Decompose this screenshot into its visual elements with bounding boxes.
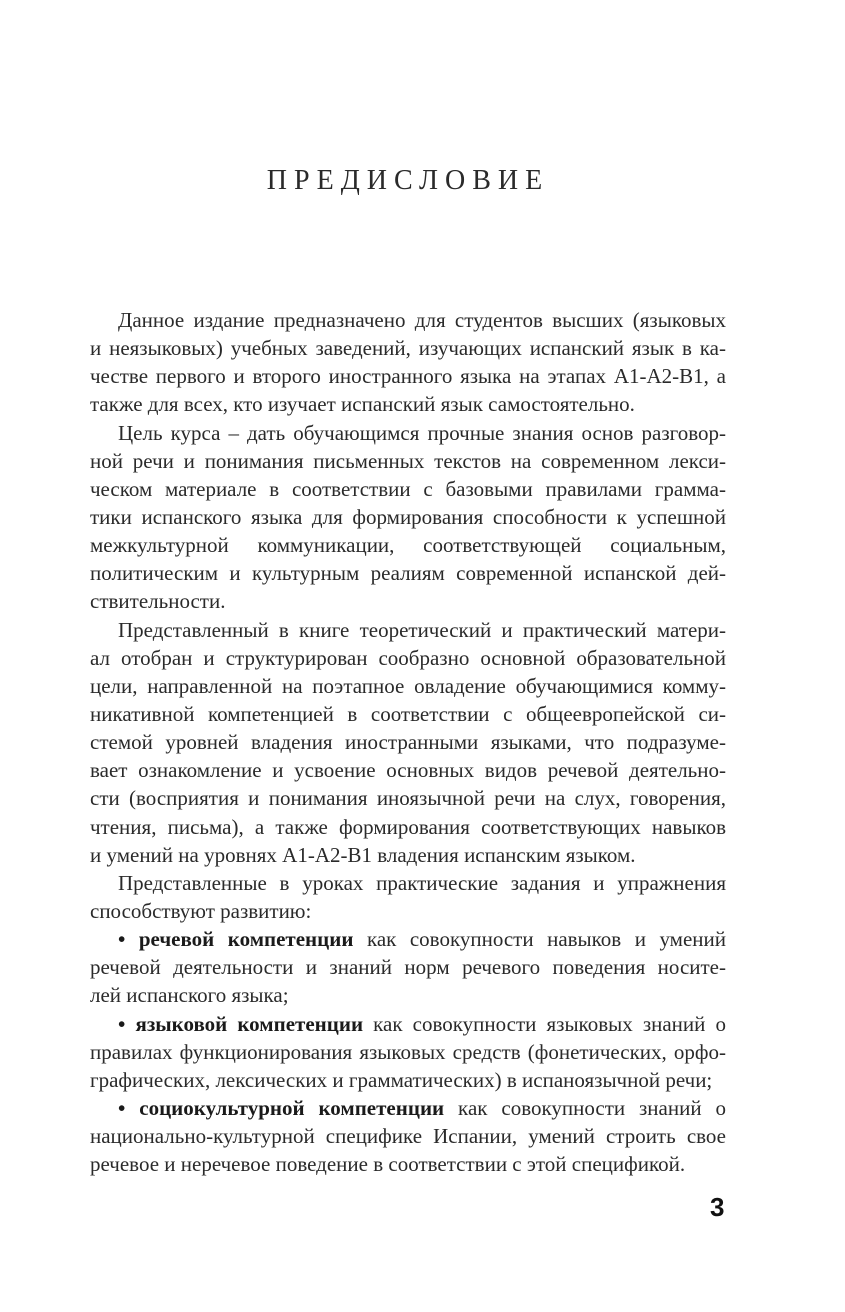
text-line: лей испанского языка;: [90, 983, 289, 1008]
bullet-paragraph: [90, 925, 726, 1009]
text-line: способствуют развитию:: [90, 898, 312, 923]
text-line: Представленные в уроках практические задания и упражнения: [118, 870, 726, 895]
bold-term: социокультурной компетенции: [139, 1095, 445, 1120]
page-number: 3: [710, 1192, 725, 1222]
text-line: политическим и культурным реалиям современной испанской дей-: [90, 561, 726, 586]
text-line: • речевой компетенции как совокупности навыков и умений: [118, 927, 726, 952]
paragraph: [90, 306, 726, 419]
bullet-paragraph: [90, 1010, 726, 1094]
text-line: чтения, письма), а также формирования соответствующих навыков: [90, 814, 726, 839]
paragraph: [90, 616, 726, 869]
text-line: также для всех, кто изучает испанский язык самостоятельно.: [90, 392, 635, 417]
page-title: ПРЕДИСЛОВИЕ: [266, 164, 550, 196]
text-line: вает ознакомление и усвоение основных видов речевой деятельно-: [90, 758, 726, 783]
bullet-paragraph: [90, 1094, 726, 1178]
bold-term: языковой компетенции: [135, 1011, 364, 1036]
bullet-icon: •: [118, 1011, 136, 1036]
text-line: ческом материале в соответствии с базовыми правилами грамма-: [90, 476, 726, 501]
bullet-icon: •: [118, 1095, 140, 1120]
text-line: ал отобран и структурирован сообразно основной образовательной: [90, 645, 726, 670]
text-line: межкультурной коммуникации, соответствующей социальным,: [90, 533, 726, 558]
text-line: графических, лексических и грамматических) в испаноязычной речи;: [90, 1067, 713, 1092]
text-line: тики испанского языка для формирования способности к успешной: [90, 504, 726, 529]
paragraph: [90, 419, 726, 616]
text-line: Цель курса – дать обучающимся прочные знания основ разговор-: [118, 420, 726, 445]
text-line: никативной компетенцией в соответствии с общеевропейской си-: [90, 701, 726, 726]
text-line: и неязыковых) учебных заведений, изучающих испанский язык в ка-: [90, 336, 726, 361]
text-line: • языковой компетенции как совокупности языковых знаний о: [118, 1011, 726, 1036]
text-line: сти (восприятия и понимания иноязычной речи на слух, говорения,: [90, 786, 726, 811]
text-line: • социокультурной компетенции как совокупности знаний о: [118, 1095, 726, 1120]
paragraph: [90, 869, 726, 925]
text-line: ствительности.: [90, 589, 226, 614]
text-line: правилах функционирования языковых средств (фонетических, орфо-: [90, 1039, 726, 1064]
bullet-icon: •: [118, 927, 139, 952]
text-line: речевой деятельности и знаний норм речевого поведения носите-: [90, 955, 726, 980]
bold-term: речевой компетенции: [138, 927, 354, 952]
text-line: и умений на уровнях А1-А2-В1 владения испанским языком.: [90, 842, 636, 867]
text-line: честве первого и второго иностранного языка на этапах А1-А2-В1, а: [90, 364, 726, 389]
text-line: национально-культурной специфике Испании, умений строить свое: [90, 1124, 726, 1149]
text-line: речевое и неречевое поведение в соответствии с этой спецификой.: [90, 1152, 686, 1177]
body-text: [90, 306, 726, 1178]
text-line: Данное издание предназначено для студентов высших (языковых: [118, 308, 726, 332]
text-line: стемой уровней владения иностранными языками, что подразуме-: [90, 730, 726, 755]
text-line: цели, направленной на поэтапное овладение обучающимися комму-: [90, 673, 726, 698]
text-line: Представленный в книге теоретический и практический матери-: [118, 617, 726, 642]
text-line: ной речи и понимания письменных текстов на современном лекси-: [90, 448, 726, 473]
